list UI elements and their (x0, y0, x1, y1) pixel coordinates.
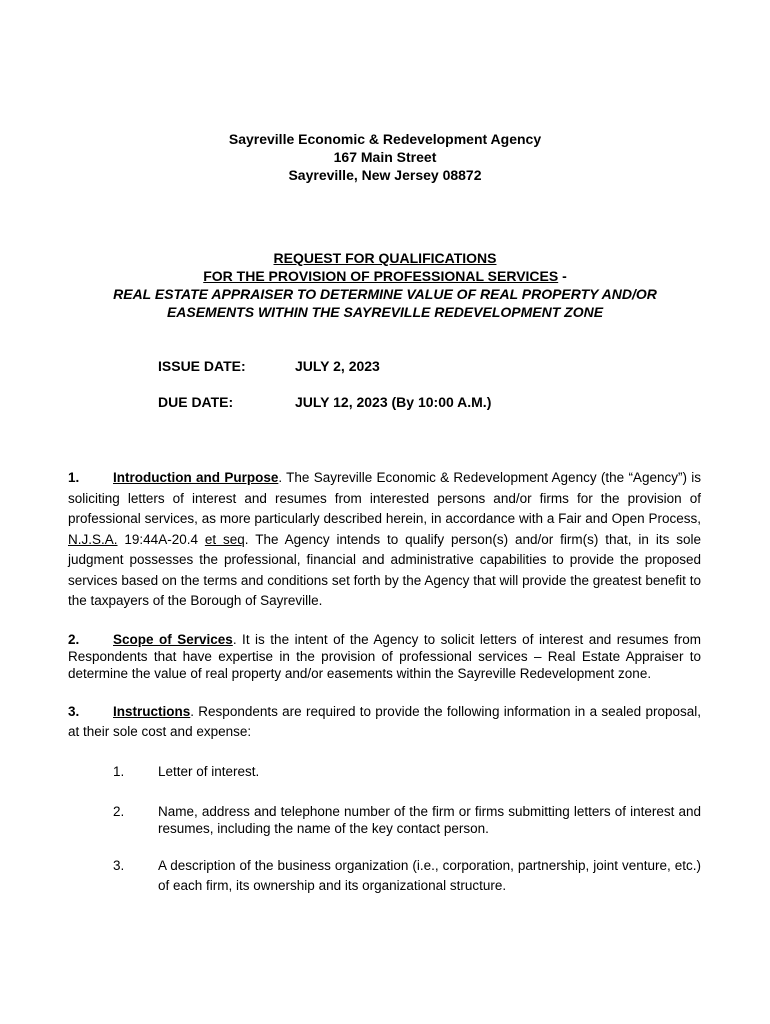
section-scope (68, 631, 701, 682)
list-item-number: 3. (113, 858, 125, 873)
section-number: 3. (68, 704, 80, 719)
list-item (113, 856, 701, 898)
rfq-subject-line2: EASEMENTS WITHIN THE SAYREVILLE REDEVELOPMENT ZONE (166, 304, 604, 320)
section-heading: Scope of Services (113, 632, 233, 647)
rfq-title (0, 249, 770, 267)
section-number: 2. (68, 632, 80, 647)
section-text: 19:44A-20.4 (117, 531, 205, 547)
section-instructions (68, 702, 701, 742)
section-text: . The Sayreville Economic & Redevelopment Agency (the “Agency”) is soliciting letters of interest and resumes from interested persons and/or firms for the provision of professional services, as more particularly described herein, in accordance with a Fair and Open Process, (68, 470, 702, 526)
list-item-number: 2. (113, 804, 125, 819)
agency-city: Sayreville, New Jersey 08872 (288, 167, 482, 183)
section-introduction (68, 468, 701, 612)
section-text: . It is the intent of the Agency to solicit letters of interest and resumes from Respondents that have expertise in the provision of professional services – Real Estate Appraiser to determine the value of real property and/or easements within the Sayreville Redevelopment zone. (68, 632, 701, 681)
section-heading: Instructions (113, 704, 191, 719)
list-item (113, 803, 701, 839)
issue-date-label: ISSUE DATE: (158, 358, 246, 374)
section-number: 1. (68, 470, 80, 485)
section-text: . The Agency intends to qualify person(s) and/or firm(s) that, in its sole judgment possesses the professional, financial and administrative capabilities to provide the proposed services based on the terms and conditions set forth by the Agency that will provide the greatest benefit to the taxpayers of the Borough of Sayreville. (68, 531, 701, 608)
agency-street: 167 Main Street (333, 149, 437, 165)
list-item-text: Letter of interest. (158, 764, 260, 779)
rfq-subtitle-text: FOR THE PROVISION OF PROFESSIONAL SERVICES (203, 268, 559, 284)
section-text: . Respondents are required to provide the following information in a sealed proposal, at their sole cost and expense: (68, 704, 701, 739)
issue-date-value: JULY 2, 2023 (295, 358, 380, 374)
list-item (113, 763, 701, 783)
rfq-title-text: REQUEST FOR QUALIFICATIONS (273, 250, 497, 266)
due-date-label: DUE DATE: (158, 394, 234, 410)
agency-name: Sayreville Economic & Redevelopment Agency (228, 131, 542, 147)
list-item-text: A description of the business organization (i.e., corporation, partnership, joint venture, etc.) of each firm, its ownership and its organizational structure. (158, 858, 701, 893)
statute-reference: N.J.S.A. (68, 531, 118, 547)
due-date-value: JULY 12, 2023 (By 10:00 A.M.) (295, 394, 492, 410)
list-item-text: Name, address and telephone number of the firm or firms submitting letters of interest and resumes, including the name of the key contact person. (158, 804, 701, 836)
rfq-subtitle-dash: - (558, 268, 567, 284)
rfq-subject-line1: REAL ESTATE APPRAISER TO DETERMINE VALUE OF REAL PROPERTY AND/OR (113, 286, 657, 302)
section-heading: Introduction and Purpose (113, 470, 279, 485)
et-seq-reference: et seq (204, 531, 245, 547)
list-item-number: 1. (113, 764, 125, 779)
rfq-subtitle (0, 267, 770, 285)
